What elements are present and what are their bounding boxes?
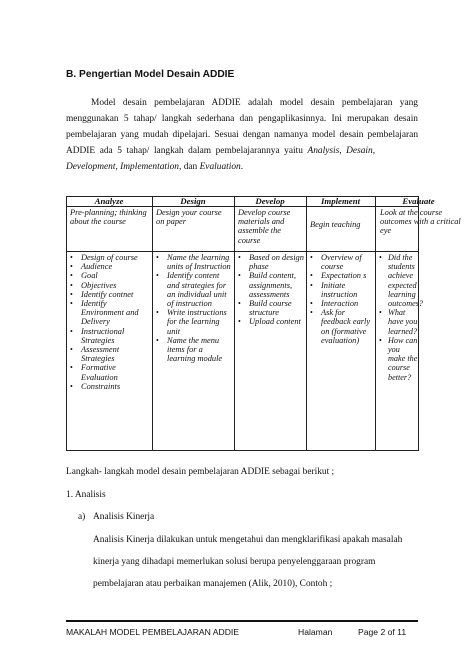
list-item: • What have you learned?: [377, 308, 418, 336]
list-item: • Initiate instruction: [308, 281, 374, 299]
header-design: Design: [180, 196, 206, 206]
list-item: • Design of course: [68, 253, 151, 262]
header-implement: Implement: [320, 196, 361, 206]
header-develop: Develop: [255, 196, 285, 206]
list-item: • Name the menu items for a learning module: [154, 336, 233, 364]
cell-evaluate-desc: Look at the course outcomes with a critical eye: [380, 208, 461, 236]
kinerja-line-2: kinerja yang dihadapi memerlukan solusi berupa penyelenggaraan program: [93, 557, 376, 567]
footer-page-number: Page 2 of 11: [358, 627, 407, 637]
analyze-list: [68, 253, 151, 391]
list-item: • Write instructions for the learning unit: [154, 308, 233, 336]
list-item: • Did the students achieve expected learning outcomes?: [377, 253, 418, 308]
cell-analyze-desc: Pre-planning; thinking about the course: [70, 208, 147, 227]
cell-develop-desc: Develop course materials and assemble the course: [238, 208, 291, 245]
list-item: • Audience: [68, 262, 151, 271]
intro-line-5: Development, Implementation, dan Evaluation.: [66, 162, 244, 172]
list-item: • Goal: [68, 271, 151, 280]
step-1a-title: Analisis Kinerja: [93, 512, 155, 522]
intro-line-2: menggunakan 5 tahap/ langkah sederhana dan pengaplikasinnya. Ini merupakan desain: [66, 114, 418, 124]
list-item: • Objectives: [68, 281, 151, 290]
list-item: • Build course structure: [236, 299, 306, 317]
intro-line-3: pembelajaran yang mudah dipelajari. Sesuai dengan namanya model desain pembelajaran: [66, 130, 418, 140]
list-item: • Overview of course: [308, 253, 374, 271]
list-item: • Based on design phase: [236, 253, 306, 271]
cell-implement-desc: Begin teaching: [310, 220, 361, 229]
header-analyze: Analyze: [94, 196, 124, 206]
intro-line-1: Model desain pembelajaran ADDIE adalah model desain pembelajaran yang: [91, 98, 418, 108]
section-heading: B. Pengertian Model Desain ADDIE: [66, 69, 235, 80]
design-list: [154, 253, 233, 363]
kinerja-line-1: Analisis Kinerja dilakukan untuk mengetahui dan mengklarifikasi apakah masalah: [93, 535, 403, 545]
develop-list: [236, 253, 306, 327]
list-item: • How can you make the course better?: [377, 336, 418, 382]
list-item: • Identify contnet: [68, 290, 151, 299]
list-item: • Name the learning units of Instruction: [154, 253, 233, 271]
list-item: • Build content, assignments, assessments: [236, 271, 306, 299]
header-evaluate: Evaluate: [402, 196, 435, 206]
list-item: • Constraints: [68, 382, 151, 391]
cell-design-desc: Design your course on paper: [156, 208, 222, 227]
kinerja-line-3: pembelajaran atau perbaikan manajemen (Alik, 2010), Contoh ;: [93, 579, 333, 589]
step-1-analisis: 1. Analisis: [66, 490, 106, 500]
footer-title: MAKALAH MODEL PEMBELAJARAN ADDIE: [66, 627, 240, 637]
list-item: • Interaction: [308, 299, 374, 308]
evaluate-list: [377, 253, 424, 382]
steps-intro: Langkah- langkah model desain pembelajaran ADDIE sebagai berikut ;: [66, 467, 335, 477]
footer-halaman: Halaman: [298, 627, 333, 637]
step-1a-label: a): [78, 512, 86, 522]
list-item: • Assessment Strategies: [68, 345, 151, 363]
implement-list: [308, 253, 374, 345]
footer-divider: [66, 620, 418, 622]
list-item: • Formative Evaluation: [68, 363, 151, 381]
list-item: • Ask for feedback early on (formative evaluation): [308, 308, 374, 345]
list-item: • Instructional Strategies: [68, 327, 151, 345]
list-item: • Identify content and strategies for an individual unit of instruction: [154, 271, 233, 308]
list-item: • Upload content: [236, 317, 306, 326]
list-item: • Identify Environment and Delivery: [68, 299, 151, 327]
list-item: • Expectation s: [308, 271, 374, 280]
addie-table: [66, 196, 461, 451]
intro-line-4: ADDIE ada 5 tahap/ langkah dalam pembelajarannya yaitu Analysis, Desain,: [66, 146, 376, 156]
